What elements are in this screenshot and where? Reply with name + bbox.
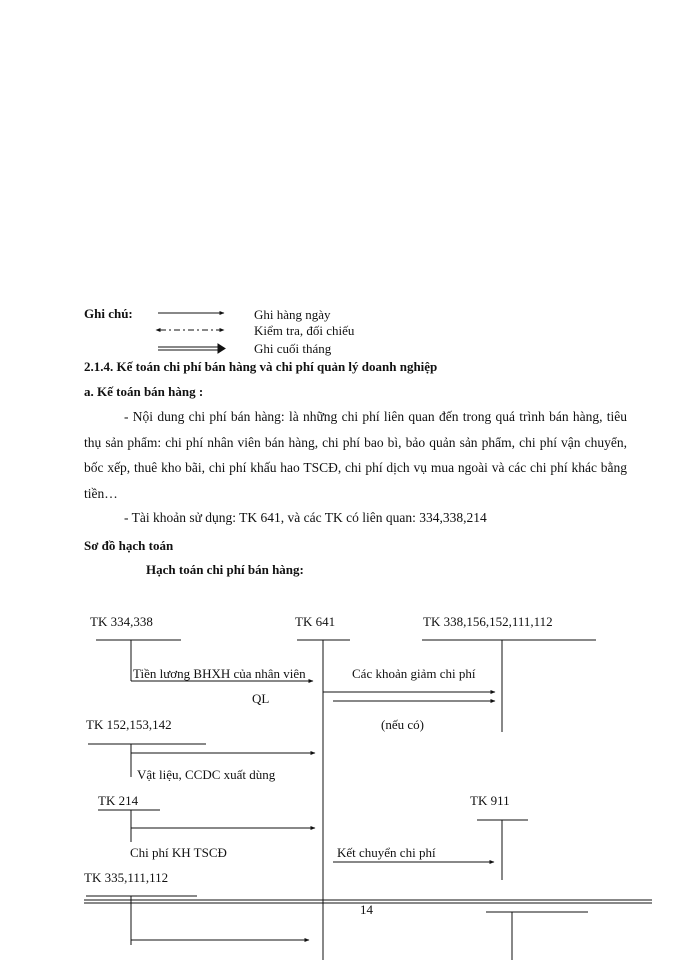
- label-if-any: (nếu có): [381, 717, 424, 732]
- account-tk641: TK 641: [295, 614, 336, 629]
- section-heading: 2.1.4. Kế toán chi phí bán hàng và chi phí quản lý doanh nghiệp: [84, 359, 438, 374]
- account-tk338: TK 338,156,152,111,112: [423, 614, 553, 629]
- account-tk152: TK 152,153,142: [86, 717, 172, 732]
- legend-double-arrow-head: [218, 344, 225, 353]
- label-salary-ql: QL: [252, 691, 270, 706]
- legend-label-monthly: Ghi cuối tháng: [254, 341, 332, 356]
- account-paragraph-text: - Tài khoản sử dụng: TK 641, và các TK có liên quan: 334,338,214: [124, 510, 487, 525]
- label-materials: Vật liệu, CCDC xuất dùng: [137, 767, 276, 782]
- label-reductions: Các khoản giảm chi phí: [352, 666, 476, 681]
- label-transfer: Kết chuyển chi phí: [337, 845, 436, 860]
- account-tk334: TK 334,338: [90, 614, 153, 629]
- account-tk911: TK 911: [470, 793, 510, 808]
- account-tk335: TK 335,111,112: [84, 870, 169, 885]
- diagram-title: Hạch toán chi phí bán hàng:: [146, 562, 304, 577]
- legend-label-check: Kiểm tra, đối chiếu: [254, 323, 355, 338]
- diagram-heading: Sơ đồ hạch toán: [84, 538, 174, 553]
- content-paragraph-text: - Nội dung chi phí bán hàng: là những chi phí liên quan đến trong quá trình bán hàng, tiêu thụ sản phẩm: chi phí nhân viên bán hàng, chi phí bao bì, bảo quản sản phẩm, chi phí vận chuyển, bốc xếp, thuê kho bãi, chi phí khấu hao TSCĐ, chi phí dịch vụ mua ngoài và các chi phí khác bằng tiền…: [84, 409, 627, 501]
- page-number: 14: [360, 902, 373, 917]
- label-depreciation: Chi phí KH TSCĐ: [130, 845, 227, 860]
- label-salary: Tiền lương BHXH của nhân viên: [133, 666, 306, 681]
- section-subheading: a. Kế toán bán hàng :: [84, 384, 204, 399]
- legend-label-daily: Ghi hàng ngày: [254, 307, 331, 322]
- account-tk214: TK 214: [98, 793, 139, 808]
- legend-title: Ghi chú:: [84, 306, 133, 321]
